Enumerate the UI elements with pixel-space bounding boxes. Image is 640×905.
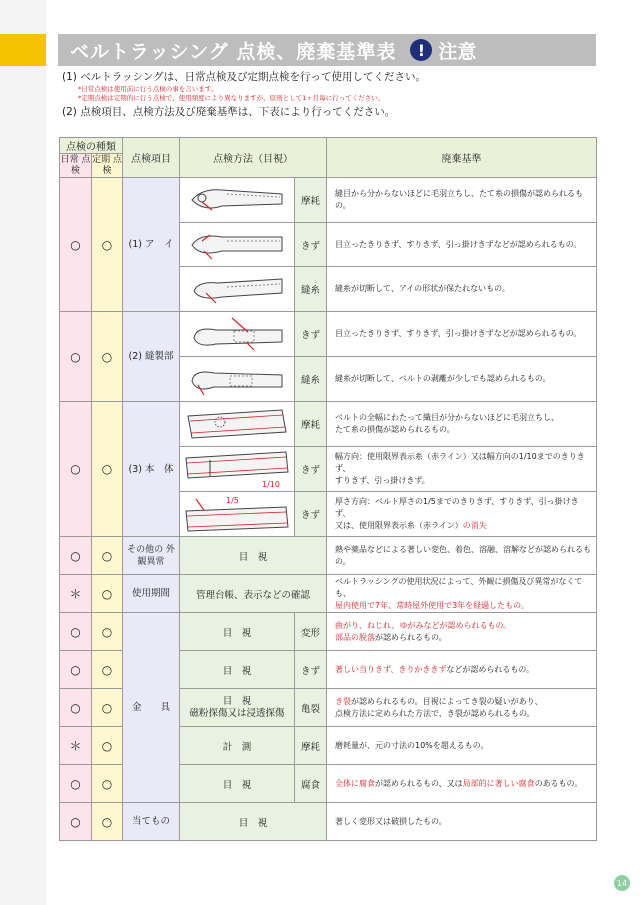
metal-deform-criteria-tail: が認められるもの。 xyxy=(375,632,447,642)
body-item: (3) 本 体 xyxy=(123,402,180,537)
period-item: 使用期間 xyxy=(123,575,180,613)
inspection-table xyxy=(59,137,597,841)
body-criteria-wear-line2: たて糸の損傷が認められるもの。 xyxy=(335,425,455,434)
header-method: 点検方法（目視） xyxy=(180,138,327,178)
metal-wear-daily-mark: ＊ xyxy=(60,727,92,765)
period-daily-mark: ＊ xyxy=(60,575,92,613)
metal-crack-criteria-line1 xyxy=(335,696,592,708)
metal-deform-daily-mark: ○ xyxy=(60,613,92,651)
body-width-scratch-illustration xyxy=(180,447,295,492)
pad-criteria: 著しく変形又は破損したもの。 xyxy=(327,803,597,841)
header-kind: 点検の種類 xyxy=(60,138,123,154)
pad-method: 目 視 xyxy=(180,803,327,841)
body-sub-width: きず xyxy=(295,447,327,492)
header-regular: 定期 点検 xyxy=(92,154,122,176)
other-daily-mark: ○ xyxy=(60,537,92,575)
period-criteria xyxy=(327,575,597,613)
metal-wear-regular-mark: ○ xyxy=(92,727,123,765)
metal-corrosion-method: 目 視 xyxy=(180,765,295,803)
metal-crack-daily-mark: ○ xyxy=(60,689,92,727)
other-item: その他の 外観異常 xyxy=(123,537,180,575)
metal-item: 金 具 xyxy=(123,613,180,803)
title-bar xyxy=(58,34,596,66)
body-criteria-wear-line1: ベルトの全幅にわたって織目が分からないほどに毛羽立ちし、 xyxy=(335,413,559,422)
metal-crack-method-line1: 目 視 xyxy=(222,695,252,707)
intro-section xyxy=(62,70,622,120)
body-criteria-width-line1: 幅方向：使用限界表示糸（赤ライン）又は幅方向の1/10までのきりきず、 xyxy=(335,452,585,473)
fig-label-1-10: 1/10 xyxy=(262,480,280,489)
body-sub-thickness: きず xyxy=(295,492,327,537)
metal-deform-criteria-line2 xyxy=(335,632,592,644)
metal-sub-wear: 摩耗 xyxy=(295,727,327,765)
body-criteria-thickness-line1: 厚さ方向：ベルト厚さの1/5までのきりきず、すりきず、引っ掛けきず、 xyxy=(335,497,579,518)
sew-thread-illustration xyxy=(180,357,295,402)
metal-corrosion-criteria xyxy=(327,765,597,803)
metal-crack-criteria-line1-tail: が認められるもの。目視によってき裂の疑いがあり、 xyxy=(351,696,543,706)
eye-thread-illustration xyxy=(180,267,295,312)
section-accent-tab xyxy=(0,34,46,66)
sew-criteria-scratch: 目立ったきりきず、すりきず、引っ掛けきずなどが認められるもの。 xyxy=(327,312,597,357)
body-sub-wear: 摩耗 xyxy=(295,402,327,447)
metal-crack-criteria xyxy=(327,689,597,727)
metal-wear-method: 計 測 xyxy=(180,727,295,765)
eye-sub-thread: 縫糸 xyxy=(295,267,327,312)
metal-corrosion-text-1: が認められるもの、又は xyxy=(375,778,463,788)
body-criteria-width xyxy=(327,447,597,492)
eye-criteria-scratch: 目立ったきりきず、すりきず、引っ掛けきずなどが認められるもの。 xyxy=(327,223,597,267)
sew-scratch-illustration xyxy=(180,312,295,357)
intro-line-2: (2) 点検項目、点検方法及び廃棄基準は、下表により行ってください。 xyxy=(62,106,396,118)
body-criteria-thickness xyxy=(327,492,597,537)
metal-deform-criteria-line1: 曲がり、ねじれ、ゆがみなどが認められるもの。 xyxy=(335,620,512,630)
header-daily: 日常 点検 xyxy=(60,154,91,176)
metal-corrosion-red-2: 局部的に著しい腐食 xyxy=(462,778,535,788)
metal-corrosion-text-2: のあるもの。 xyxy=(534,778,583,788)
metal-deform-method: 目 視 xyxy=(180,613,295,651)
header-criteria: 廃棄基準 xyxy=(327,138,597,178)
page-title: ベルトラッシング 点検、廃棄基準表 xyxy=(70,40,397,63)
sew-criteria-thread: 縫糸が切断して、ベルトの剥離が少しでも認められるもの。 xyxy=(327,357,597,402)
metal-scratch-criteria xyxy=(327,651,597,689)
metal-scratch-method: 目 視 xyxy=(180,651,295,689)
metal-crack-method xyxy=(180,689,295,727)
eye-scratch-illustration xyxy=(180,223,295,267)
period-criteria-line1: ベルトラッシングの使用状況によって、外観に損傷及び異常がなくても、 xyxy=(335,576,583,598)
eye-daily-mark: ○ xyxy=(60,178,92,312)
metal-scratch-criteria-tail: などが認められるもの。 xyxy=(446,664,535,674)
eye-criteria-thread: 縫糸が切断して、アイの形状が保たれないもの。 xyxy=(327,267,597,312)
pad-regular-mark: ○ xyxy=(92,803,123,841)
metal-scratch-regular-mark: ○ xyxy=(92,651,123,689)
eye-wear-illustration xyxy=(180,178,295,223)
eye-sub-wear: 摩耗 xyxy=(295,178,327,223)
fig-label-1-5: 1/5 xyxy=(226,496,239,505)
period-regular-mark: ○ xyxy=(92,575,123,613)
metal-wear-criteria: 磨耗量が、元の寸法の10%を超えるもの。 xyxy=(327,727,597,765)
metal-sub-scratch: きず xyxy=(295,651,327,689)
warning-icon: ! xyxy=(410,39,432,61)
eye-regular-mark: ○ xyxy=(92,178,123,312)
metal-sub-crack: 亀裂 xyxy=(295,689,327,727)
metal-crack-regular-mark: ○ xyxy=(92,689,123,727)
intro-note-1: *日常点検は使用前に行う点検の事を言います。 xyxy=(78,85,218,93)
eye-item: (1) ア イ xyxy=(123,178,180,312)
body-regular-mark: ○ xyxy=(92,402,123,537)
other-method: 目 視 xyxy=(180,537,327,575)
period-method: 管理台帳、表示などの確認 xyxy=(180,575,327,613)
pad-daily-mark: ○ xyxy=(60,803,92,841)
metal-sub-deform: 変形 xyxy=(295,613,327,651)
body-daily-mark: ○ xyxy=(60,402,92,537)
metal-corrosion-daily-mark: ○ xyxy=(60,765,92,803)
eye-criteria-wear: 縫目から分からないほどに毛羽立ちし、たて糸の損傷が認められるもの。 xyxy=(327,178,597,223)
sew-daily-mark: ○ xyxy=(60,312,92,402)
period-criteria-line2: 屋内使用で7年、常時屋外使用で3年を経過したもの。 xyxy=(335,600,529,610)
intro-line-1: (1) ベルトラッシングは、日常点検及び定期点検を行って使用してください。 xyxy=(62,71,427,83)
sew-regular-mark: ○ xyxy=(92,312,123,402)
body-criteria-thickness-line2-pre: 又は、使用限界表示糸（赤ライン） xyxy=(335,521,463,530)
sew-item: (2) 縫製部 xyxy=(123,312,180,402)
body-criteria-thickness-line2-red: の消失 xyxy=(462,521,487,530)
metal-deform-criteria xyxy=(327,613,597,651)
metal-deform-regular-mark: ○ xyxy=(92,613,123,651)
body-wear-illustration xyxy=(180,402,295,447)
other-regular-mark: ○ xyxy=(92,537,123,575)
body-thickness-scratch-illustration xyxy=(180,492,295,537)
body-criteria-wear xyxy=(327,402,597,447)
metal-scratch-daily-mark: ○ xyxy=(60,651,92,689)
metal-deform-criteria-red: 部品の脱落 xyxy=(335,632,375,642)
metal-corrosion-red-1: 全体に腐食 xyxy=(335,778,375,788)
eye-sub-scratch: きず xyxy=(295,223,327,267)
sew-sub-scratch: きず xyxy=(295,312,327,357)
intro-note-2: *定期点検は定期的に行う点検で、使用頻度により異なりますが、原則として1ヶ月毎に行ってください。 xyxy=(78,94,385,102)
left-margin-band xyxy=(0,0,46,905)
warning-label: 注意 xyxy=(438,40,477,63)
metal-sub-corrosion: 腐食 xyxy=(295,765,327,803)
header-item: 点検項目 xyxy=(123,138,180,178)
body-criteria-thickness-line2 xyxy=(335,520,592,532)
page-number: 14 xyxy=(614,875,630,891)
metal-crack-method-line2: 磁粉探傷又は浸透探傷 xyxy=(189,707,285,719)
sew-sub-thread: 縫糸 xyxy=(295,357,327,402)
metal-crack-criteria-line2: 点検方法に定められた方法で、き裂が認められるもの。 xyxy=(335,708,535,718)
metal-crack-criteria-red: き裂 xyxy=(335,696,351,706)
other-criteria: 熱や薬品などによる著しい変色、着色、溶融、溶解などが認められるもの。 xyxy=(327,537,597,575)
body-criteria-width-line2: すりきず、引っ掛けきず。 xyxy=(335,476,430,485)
metal-scratch-criteria-red: 著しい当りきず、きりかききず xyxy=(335,664,447,674)
pad-item: 当てもの xyxy=(123,803,180,841)
metal-corrosion-regular-mark: ○ xyxy=(92,765,123,803)
